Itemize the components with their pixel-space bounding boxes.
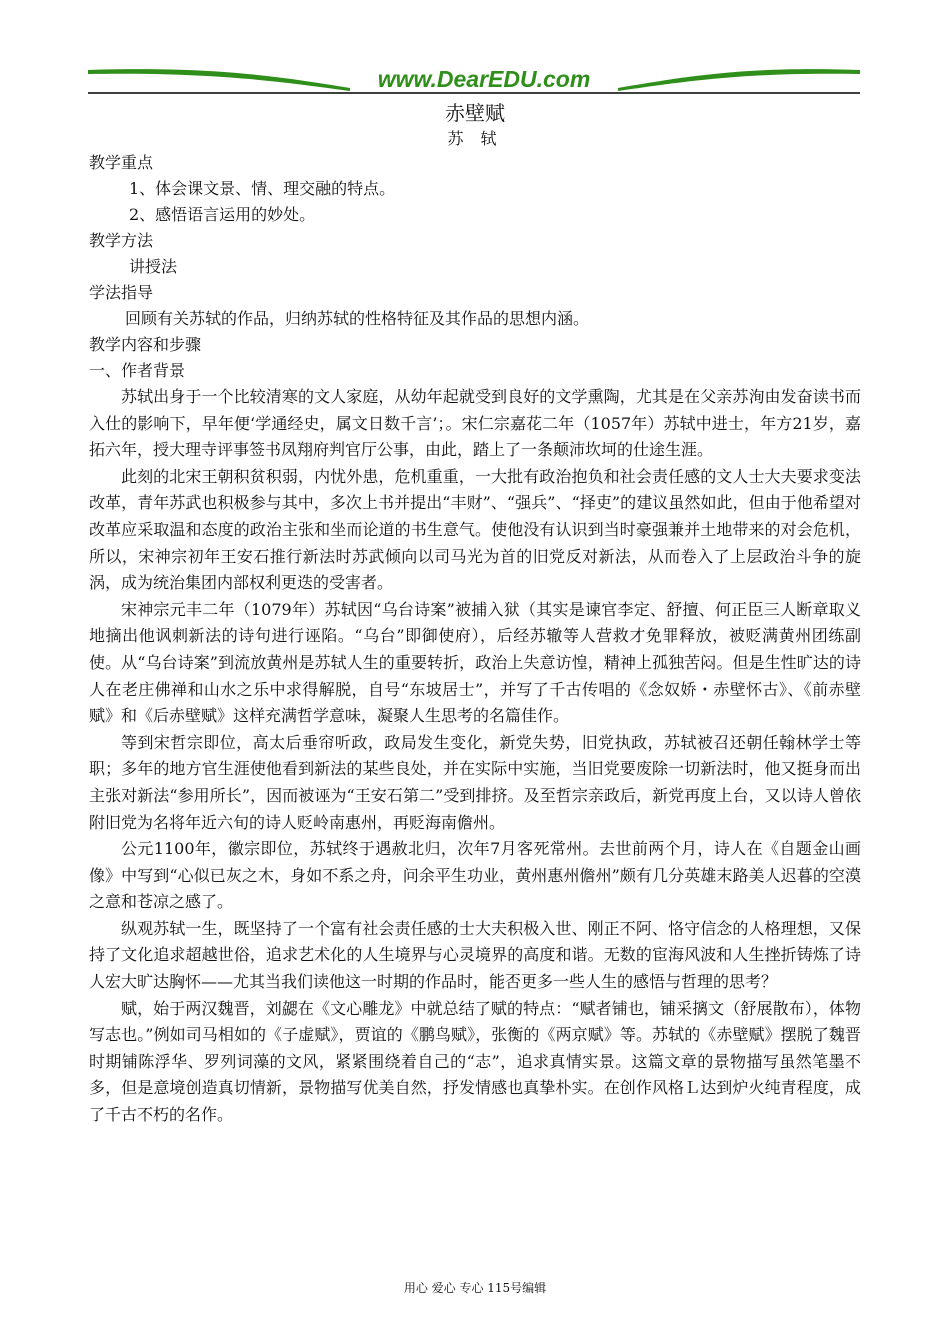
method-text: 讲授法 [129,257,178,276]
focus-item-1: 1、体会课文景、情、理交融的特点。 [129,179,396,198]
focus-heading: 教学重点 [89,153,154,172]
document-author: 苏 轼 [447,129,503,148]
document-title: 赤壁赋 [445,101,505,125]
guide-heading: 学法指导 [89,283,154,302]
paragraph-3: 宋神宗元丰二年（1079年）苏轼因“乌台诗案”被捕入狱（其实是谏官李定、舒擅、何正臣三人断章取义地摘出他讽刺新法的诗句进行诬陷。“乌台”即御使府），后经苏辙等人营救才免罪释放，被贬满黄州团练副使。从“乌台诗案”到流放黄州是苏轼人生的重要转折，政治上失意访惶，精神上孤独苦闷。但是生性旷达的诗人在老庄佛禅和山水之乐中求得解脱，自号“东坡居士”，并写了千古传唱的《念奴娇・赤壁怀古》、《前赤壁赋》和《后赤壁赋》这样充满哲学意味，凝聚人生思考的名篇佳作。 [89,599,861,726]
page-footer: 用心 爱心 专心 115号编辑 [403,1281,547,1295]
site-banner [88,60,860,98]
paragraph-5: 公元1100年，徽宗即位，苏轼终于遇赦北归，次年7月客死常州。去世前两个月，诗人在《自题金山画像》中写到“心似已灰之木，身如不系之舟，问余平生功业，黄州惠州儋州”颇有几分英雄末路美人迟暮的空漠之意和苍凉之感了。 [89,839,861,912]
focus-item-2: 2、感悟语言运用的妙处。 [129,205,316,224]
banner-swoosh-left [88,69,350,91]
banner-swoosh-right [618,69,860,91]
paragraph-2: 此刻的北宋王朝积贫积弱，内忧外患，危机重重，一大批有政治抱负和社会责任感的文人士大夫要求变法改革，青年苏武也积极参与其中，多次上书并提出“丰财”、“强兵”、“择吏”的建议虽然如此，但由于他希望对改革应采取温和态度的政治主张和坐而论道的书生意气。使他没有认识到当时豪强兼并土地带来的对会危机，所以，宋神宗初年王安石推行新法时苏武倾向以司马光为首的旧党反对新法，从而卷入了上层政治斗争的旋涡，成为统治集团内部权利更迭的受害者。 [89,466,861,593]
guide-text: 回顾有关苏轼的作品，归纳苏轼的性格特征及其作品的思想内涵。 [125,309,590,328]
paragraph-6: 纵观苏轼一生，既坚持了一个富有社会责任感的士大夫积极入世、刚正不阿、恪守信念的人格理想，又保持了文化追求超越世俗，追求艺术化的人生境界与心灵境界的高度和谐。无数的宦海风波和人生挫折铸炼了诗人宏大旷达胸怀——尤其当我们读他这一时期的作品时，能否更多一些人生的感悟与哲理的思考？ [89,918,861,992]
paragraph-1: 苏轼出身于一个比较清寒的文人家庭，从幼年起就受到良好的文学熏陶，尤其是在父亲苏洵由发奋读书而入仕的影响下，早年便‘学通经史，属文日数千言’；。宋仁宗嘉花二年（1057年）苏轼中进士，年方21岁，嘉拓六年，授大理寺评事签书凤翔府判官厅公事，由此，踏上了一条颠沛坎坷的仕途生涯。 [89,387,861,460]
background-heading: 一、作者背景 [89,361,186,380]
method-heading: 教学方法 [89,231,154,250]
document-body [89,150,861,1129]
banner-text: www.DearEDU.com [377,66,591,92]
paragraph-4: 等到宋哲宗即位，高太后垂帘听政，政局发生变化，新党失势，旧党执政，苏轼被召还朝任翰林学士等职；多年的地方官生涯使他看到新法的某些良处，并在实际中实施，当旧党要废除一切新法时，他又挺身而出主张对新法“参用所长”，因而被诬为“王安石第二”受到排挤。及至哲宗亲政后，新党再度上台，又以诗人曾依附旧党为名将年近六旬的诗人贬岭南惠州，再贬海南儋州。 [89,732,861,832]
paragraph-7: 赋，始于两汉魏晋，刘勰在《文心雕龙》中就总结了赋的特点：“赋者铺也，铺采摛文（舒展散布），体物写志也。”例如司马相如的《子虚赋》，贾谊的《鹏鸟赋》，张衡的《两京赋》等。苏轼的《赤壁赋》摆脱了魏晋时期铺陈浮华、罗列词藻的文风，紧紧围绕着自己的“志”，追求真情实景。这篇文章的景物描写虽然笔墨不多，但是意境创造真切情新，景物描写优美自然，抒发情感也真挚朴实。在创作风格Ｌ达到炉火纯青程度，成了千古不朽的名作。 [89,998,861,1125]
steps-heading: 教学内容和步骤 [89,335,202,354]
banner-graphic [88,60,860,98]
